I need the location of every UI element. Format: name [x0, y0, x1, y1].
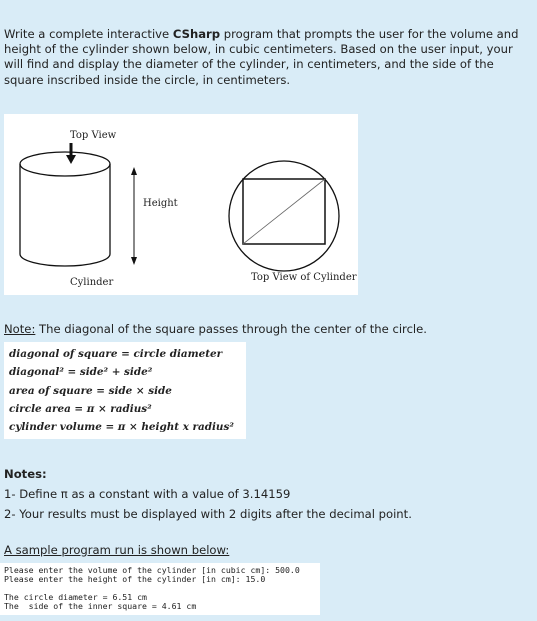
- height-arrow-bottom: [131, 257, 137, 265]
- height-label: Height: [143, 198, 178, 209]
- console-line-volume-prompt: Please enter the volume of the cylinder [in cubic cm]: 500.0: [4, 565, 300, 575]
- note-line: [4, 322, 427, 336]
- formula-diagonal: diagonal of square = circle diameter: [9, 348, 223, 360]
- problem-statement: [4, 27, 526, 88]
- sample-run-title: A sample program run is shown below:: [4, 543, 230, 557]
- formulas-box: [4, 342, 246, 439]
- cylinder-figure: [4, 114, 358, 295]
- formula-circle-area: circle area = π × radius²: [9, 403, 152, 415]
- intro-text-before: Write a complete interactive: [4, 27, 173, 41]
- intro-language-bold: CSharp: [172, 27, 221, 41]
- formula-cylinder-volume: cylinder volume = π × height x radius²: [9, 421, 234, 433]
- cylinder-bottom-arc: [20, 254, 110, 266]
- top-view-of-cylinder-label: Top View of Cylinder: [251, 272, 357, 283]
- note-text: The diagonal of the square passes through the center of the circle.: [35, 322, 427, 336]
- height-arrow-top: [131, 167, 137, 175]
- top-view-label: Top View: [70, 130, 117, 141]
- cylinder-top-ellipse: [20, 152, 110, 176]
- cylinder-diagram: [4, 114, 358, 295]
- square-diagonal: [243, 179, 325, 244]
- formula-pythagorean: diagonal² = side² + side²: [9, 366, 153, 378]
- console-line-height-prompt: Please enter the height of the cylinder [in cm]: 15.0: [4, 574, 266, 584]
- top-view-arrow-head: [66, 155, 76, 164]
- console-line-square-side: The side of the inner square = 4.61 cm: [4, 601, 197, 611]
- top-view-circle: [229, 161, 339, 271]
- sample-console: [0, 563, 320, 615]
- intro-text-after: program that prompts the user for the volume and height of the cylinder shown below, in cubic centimeters. Based on the user input, your will find and display the diameter of the cylinder, in centimeters, and the side of the square inscribed inside the circle, in centimeters.: [4, 27, 519, 87]
- console-line-diameter: The circle diameter = 6.51 cm: [4, 592, 147, 602]
- cylinder-label: Cylinder: [70, 277, 114, 288]
- formula-square-area: area of square = side × side: [9, 385, 172, 397]
- notes-item-pi: 1- Define π as a constant with a value of 3.14159: [4, 487, 291, 501]
- notes-title: Notes:: [4, 467, 47, 481]
- notes-item-precision: 2- Your results must be displayed with 2 digits after the decimal point.: [4, 507, 412, 521]
- note-label: Note:: [4, 322, 36, 336]
